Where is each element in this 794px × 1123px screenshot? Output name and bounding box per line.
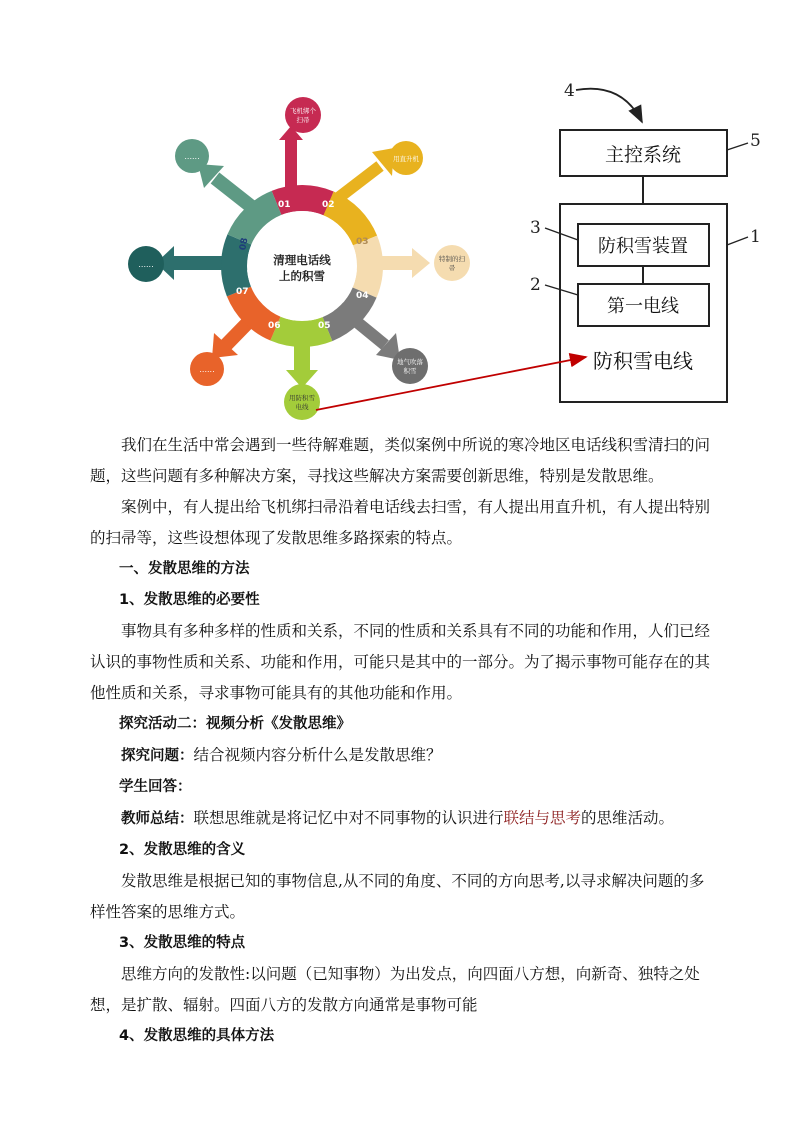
- main-control-label: 主控系统: [604, 144, 682, 166]
- node-05: [284, 384, 320, 420]
- paragraph-meaning: 发散思维是根据已知的事物信息,从不同的角度、不同的方向思考,以寻求解决问题的多样性答案的思维方式。: [90, 872, 705, 921]
- answer-label: 学生回答：: [119, 779, 192, 795]
- node-04: [392, 348, 428, 384]
- svg-text:积雪: 积雪: [403, 367, 417, 375]
- svg-text:......: ......: [138, 260, 154, 269]
- arrow-01: [279, 126, 303, 195]
- summary-line: [90, 803, 710, 835]
- connector-arrow: [316, 357, 586, 410]
- heading-specific-methods: 4、发散思维的具体方法: [119, 1028, 275, 1044]
- body-text: [90, 430, 710, 1052]
- paragraph-case: 案例中，有人提出给飞机绑扫帚沿着电话线去扫雪，有人提出用直升机，有人提出特别的扫帚等，这些设想体现了发散思维多路探索的特点。: [90, 498, 711, 547]
- svg-text:......: ......: [184, 152, 200, 161]
- svg-text:地气吹落: 地气吹落: [397, 358, 423, 366]
- center-label-line2: 上的积雪: [279, 269, 325, 283]
- segment-label-08: 08: [238, 237, 251, 252]
- heading-necessity: 1、发散思维的必要性: [119, 592, 260, 608]
- node-01: [285, 97, 321, 133]
- svg-text:用直升机: 用直升机: [393, 155, 419, 163]
- svg-text:用防积雪: 用防积雪: [289, 394, 315, 402]
- svg-text:扫帚: 扫帚: [296, 116, 310, 124]
- node-02: [389, 141, 423, 175]
- center-label-line1: 清理电话线: [273, 253, 331, 267]
- question-line: [90, 740, 710, 772]
- summary-pre: 联想思维就是将记忆中对不同事物的认识进行: [193, 809, 504, 827]
- node-08: [175, 139, 209, 173]
- svg-text:飞机绑个: 飞机绑个: [290, 107, 316, 115]
- first-wire-label: 第一电线: [607, 296, 679, 317]
- heading-meaning: 2、发散思维的含义: [119, 842, 246, 858]
- segment-label-06: 06: [268, 321, 281, 331]
- mind-map: [128, 97, 470, 420]
- figure-area: [0, 0, 794, 430]
- label-1: 1: [750, 227, 761, 247]
- segment-label-02: 02: [322, 200, 335, 210]
- segment-label-01: 01: [278, 200, 291, 210]
- pointer-arrow-4: [576, 89, 642, 122]
- node-03: [434, 245, 470, 281]
- segment-label-07: 07: [236, 287, 249, 297]
- paragraph-necessity: 事物具有多种多样的性质和关系，不同的性质和关系具有不同的功能和作用，人们已经认识的事物性质和关系、功能和作用，可能只是其中的一部分。为了揭示事物可能存在的其他性质和关系，寻求事物可能具有的其他功能和作用。: [90, 622, 711, 702]
- label-5: 5: [750, 131, 761, 151]
- svg-text:特制的扫: 特制的扫: [439, 255, 465, 263]
- anti-snow-device-label: 防积雪装置: [598, 236, 688, 257]
- summary-label: 教师总结：: [121, 811, 194, 827]
- summary-post: 的思维活动。: [581, 809, 675, 827]
- paragraph-intro: 我们在生活中常会遇到一些待解难题，类似案例中所说的寒冷地区电话线积雪清扫的问题，这些问题有多种解决方案，寻找这些解决方案需要创新思维，特别是发散思维。: [90, 436, 711, 485]
- node-06: [190, 352, 224, 386]
- node-07: [128, 246, 164, 282]
- label-2: 2: [530, 275, 541, 295]
- segment-label-04: 04: [356, 291, 369, 301]
- segment-label-05: 05: [318, 321, 331, 331]
- activity-title: 探究活动二：视频分析《发散思维》: [119, 716, 351, 732]
- anti-snow-wire-label: 防积雪电线: [593, 349, 693, 373]
- label-3: 3: [530, 218, 541, 238]
- question-label: 探究问题：: [121, 748, 194, 764]
- paragraph-features: 思维方向的发散性:以问题（已知事物）为出发点，向四面八方想，向新奇、独特之处想，是扩散、辐射。四面八方的发散方向通常是事物可能: [90, 965, 700, 1014]
- heading-methods: 一、发散思维的方法: [119, 561, 250, 577]
- summary-highlight: 联结与思考: [503, 809, 582, 827]
- patent-diagram: [530, 81, 761, 402]
- svg-text:......: ......: [199, 365, 215, 374]
- svg-text:电线: 电线: [295, 403, 309, 411]
- svg-text:帚: 帚: [448, 264, 456, 272]
- heading-features: 3、发散思维的特点: [119, 935, 246, 951]
- label-4: 4: [564, 81, 575, 101]
- segment-label-03: 03: [356, 237, 369, 247]
- question-text: 结合视频内容分析什么是发散思维？: [193, 746, 442, 764]
